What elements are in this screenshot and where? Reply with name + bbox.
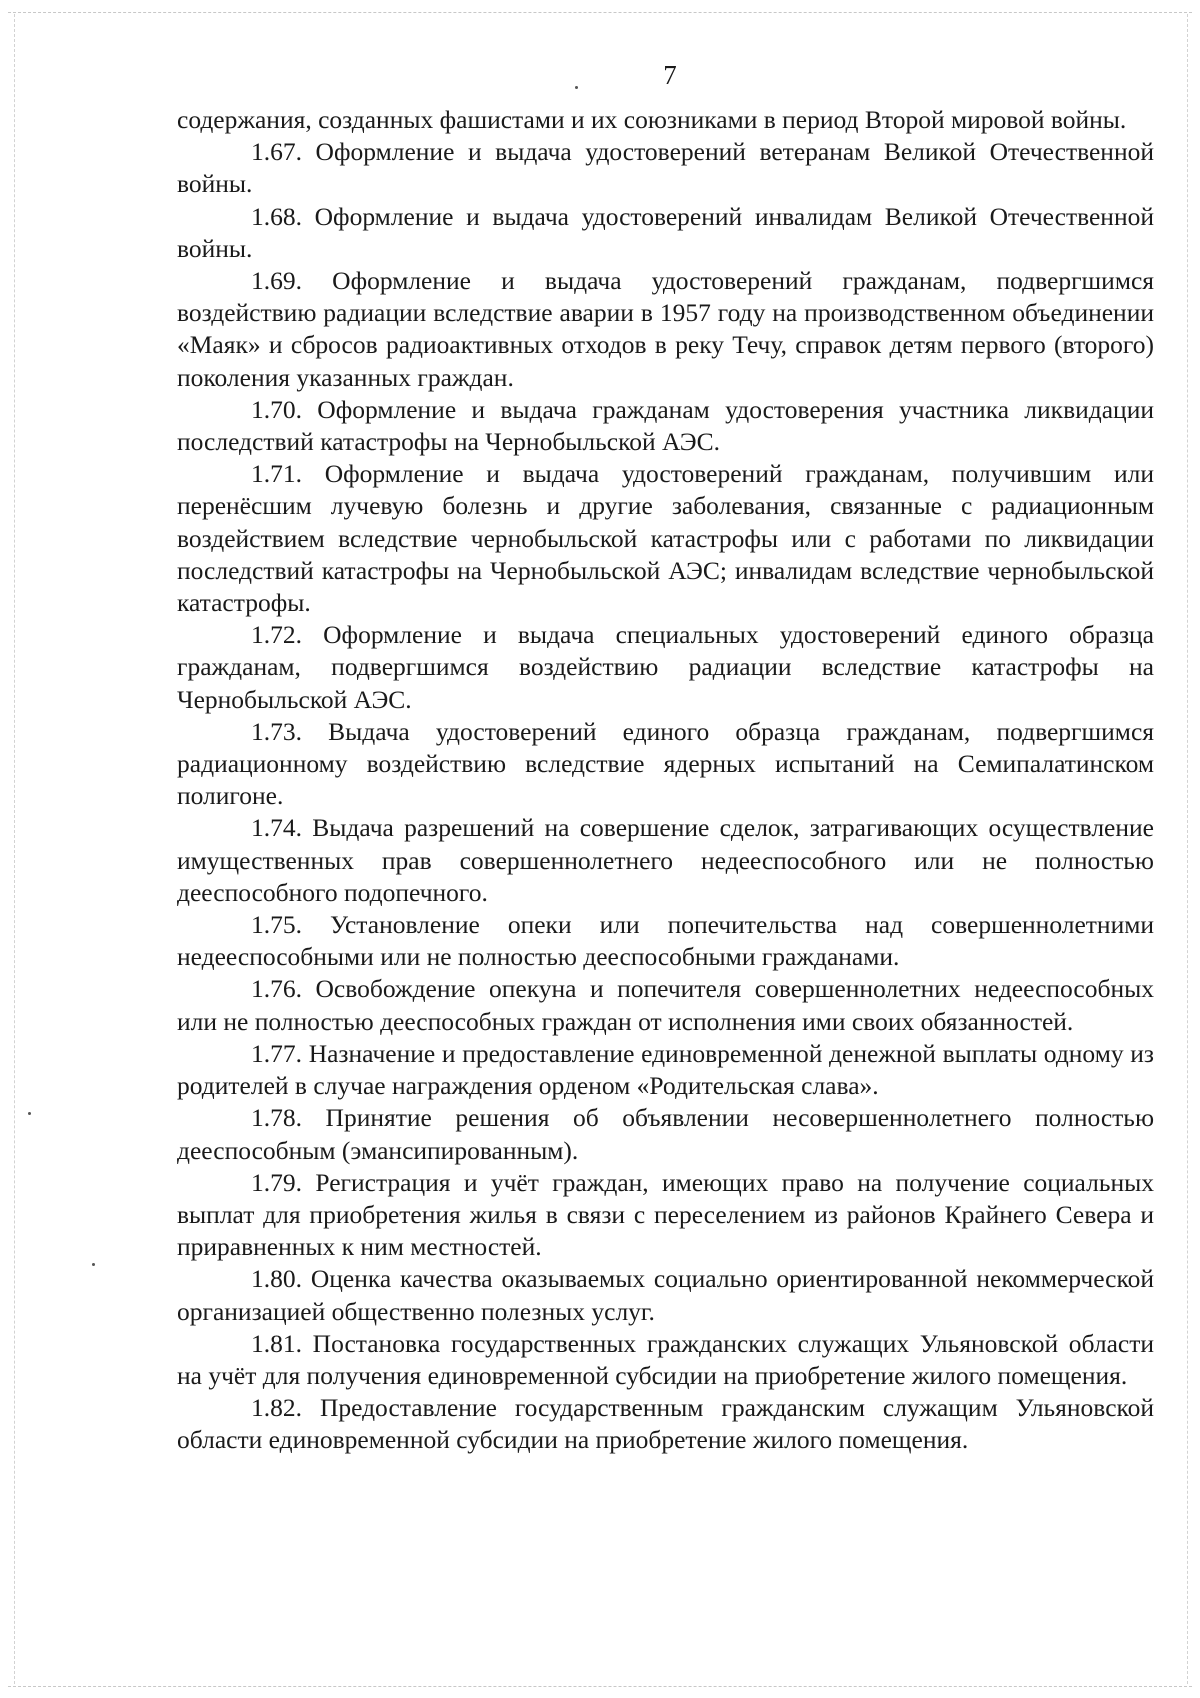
paragraph: 1.70. Оформление и выдача гражданам удостоверения участника ликвидации последствий катастрофы на Чернобыльской АЭС. [177, 394, 1154, 457]
paragraph: 1.78. Принятие решения об объявлении несовершеннолетнего полностью дееспособным (эмансипированным). [177, 1103, 1154, 1165]
document-body [177, 104, 1154, 1457]
paragraph: содержания, созданных фашистами и их союзниками в период Второй мировой войны. [177, 105, 1127, 134]
paragraph: 1.73. Выдача удостоверений единого образца гражданам, подвергшимся радиационному воздействию вследствие ядерных испытаний на Семипалатинском полигоне. [177, 716, 1154, 811]
scan-speck [92, 1263, 95, 1266]
paragraph: 1.72. Оформление и выдача специальных удостоверений единого образца гражданам, подвергшимся воздействию радиации вследствие катастрофы на Чернобыльской АЭС. [177, 620, 1154, 714]
paragraph: 1.79. Регистрация и учёт граждан, имеющих право на получение социальных выплат для приобретения жилья в связи с переселением из районов Крайнего Севера и приравненных к ним местностей. [177, 1167, 1154, 1262]
paragraph: 1.77. Назначение и предоставление единовременной денежной выплаты одному из родителей в случае награждения орденом «Родительская слава». [177, 1038, 1154, 1101]
paragraph: 1.76. Освобождение опекуна и попечителя совершеннолетних недееспособных или не полностью дееспособных граждан от исполнения ими своих обязанностей. [177, 974, 1154, 1036]
paragraph: 1.82. Предоставление государственным гражданским служащим Ульяновской области единовременной субсидии на приобретение жилого помещения. [177, 1393, 1154, 1455]
scan-border-top [8, 12, 1192, 13]
paragraph: 1.75. Установление опеки или попечительства над совершеннолетними недееспособными или не полностью дееспособными гражданами. [177, 910, 1154, 972]
scan-speck [28, 1112, 31, 1115]
paragraph: 1.74. Выдача разрешений на совершение сделок, затрагивающих осуществление имущественных прав совершеннолетнего недееспособного или не полностью дееспособного подопечного. [177, 813, 1154, 907]
scan-border-left [14, 14, 15, 1684]
paragraph: 1.67. Оформление и выдача удостоверений ветеранам Великой Отечественной войны. [177, 137, 1154, 199]
paragraph: 1.68. Оформление и выдача удостоверений инвалидам Великой Отечественной войны. [177, 201, 1154, 263]
paragraph: 1.81. Постановка государственных гражданских служащих Ульяновской области на учёт для получения единовременной субсидии на приобретение жилого помещения. [177, 1328, 1154, 1390]
paragraph: 1.80. Оценка качества оказываемых социально ориентированной некоммерческой организацией общественно полезных услуг. [177, 1264, 1154, 1326]
paragraph: 1.71. Оформление и выдача удостоверений гражданам, получившим или перенёсшим лучевую болезнь и другие заболевания, связанные с радиационным воздействием вследствие чернобыльской катастрофы или с работами по ликвидации последствий катастрофы на Чернобыльской АЭС; инвалидам вследствие чернобыльской катастрофы. [177, 459, 1154, 618]
scan-border-right [1187, 14, 1188, 1684]
page-number: 7 [663, 60, 677, 90]
scan-border-bottom [8, 1686, 1192, 1687]
paragraph: 1.69. Оформление и выдача удостоверений гражданам, подвергшимся воздействию радиации вследствие аварии в 1957 году на производственном объединении «Маяк» и сбросов радиоактивных отходов в реку Течу, справок детям первого (второго) поколения указанных граждан. [177, 266, 1154, 392]
